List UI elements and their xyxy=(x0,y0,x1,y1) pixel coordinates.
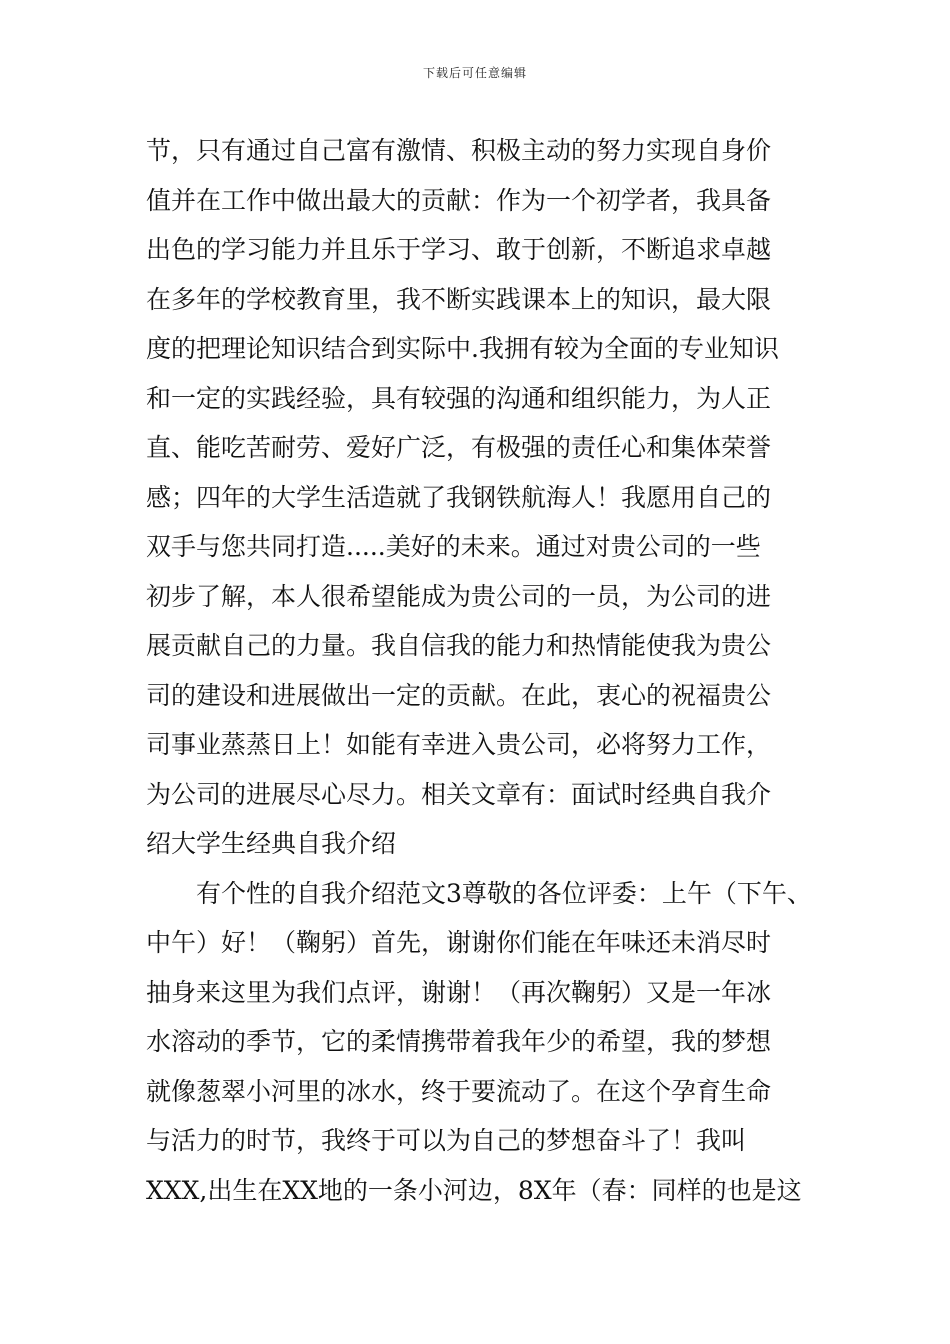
text-line: 抽身来这里为我们点评，谢谢！（再次鞠躬）又是一年冰 xyxy=(146,977,772,1007)
text-line: 度的把理论知识结合到实际中.我拥有较为全面的专业知识 xyxy=(146,334,779,363)
text-line: 绍大学生经典自我介绍 xyxy=(146,829,397,858)
text-line: 司事业蒸蒸日上！如能有幸进入贵公司，必将努力工作， xyxy=(146,730,772,759)
text-line: 双手与您共同打造.....美好的未来。通过对贵公司的一些 xyxy=(146,532,761,561)
page-header-note: 下载后可任意编辑 xyxy=(422,66,527,80)
text-line: 直、能吃苦耐劳、爱好广泛，有极强的责任心和集体荣誉 xyxy=(146,433,772,462)
text-line: 感；四年的大学生活造就了我钢铁航海人！我愿用自己的 xyxy=(146,482,772,512)
text-line: 就像葱翠小河里的冰水，终于要流动了。在这个孕育生命 xyxy=(146,1076,772,1106)
text-line: 节，只有通过自己富有激情、积极主动的努力实现自身价 xyxy=(146,136,772,165)
paragraph-2 xyxy=(146,869,826,1216)
text-line: XXX,出生在XX地的一条小河边，8X年（春：同样的也是这 xyxy=(146,1175,802,1205)
text-line: 与活力的时节，我终于可以为自己的梦想奋斗了！我叫 xyxy=(146,1126,747,1155)
text-line: 中午）好！（鞠躬）首先，谢谢你们能在年味还未消尽时 xyxy=(146,928,772,957)
text-line: 和一定的实践经验，具有较强的沟通和组织能力，为人正 xyxy=(146,383,772,413)
text-line: 值并在工作中做出最大的贡献：作为一个初学者，我具备 xyxy=(146,185,772,215)
text-line: 为公司的进展尽心尽力。相关文章有：面试时经典自我介 xyxy=(146,779,772,809)
text-line: 初步了解，本人很希望能成为贵公司的一员，为公司的进 xyxy=(146,581,772,611)
text-line: 展贡献自己的力量。我自信我的能力和热情能使我为贵公 xyxy=(146,631,772,660)
text-line: 在多年的学校教育里，我不断实践课本上的知识，最大限 xyxy=(146,284,772,314)
text-line: 出色的学习能力并且乐于学习、敢于创新，不断追求卓越 xyxy=(146,235,772,264)
text-line: 水溶动的季节，它的柔情携带着我年少的希望，我的梦想 xyxy=(146,1027,772,1056)
text-line: 有个性的自我介绍范文3尊敬的各位评委：上午（下午、 xyxy=(196,878,812,908)
document-body xyxy=(146,126,826,1215)
paragraph-1 xyxy=(146,126,826,869)
text-line: 司的建设和进展做出一定的贡献。在此，衷心的祝福贵公 xyxy=(146,680,772,710)
